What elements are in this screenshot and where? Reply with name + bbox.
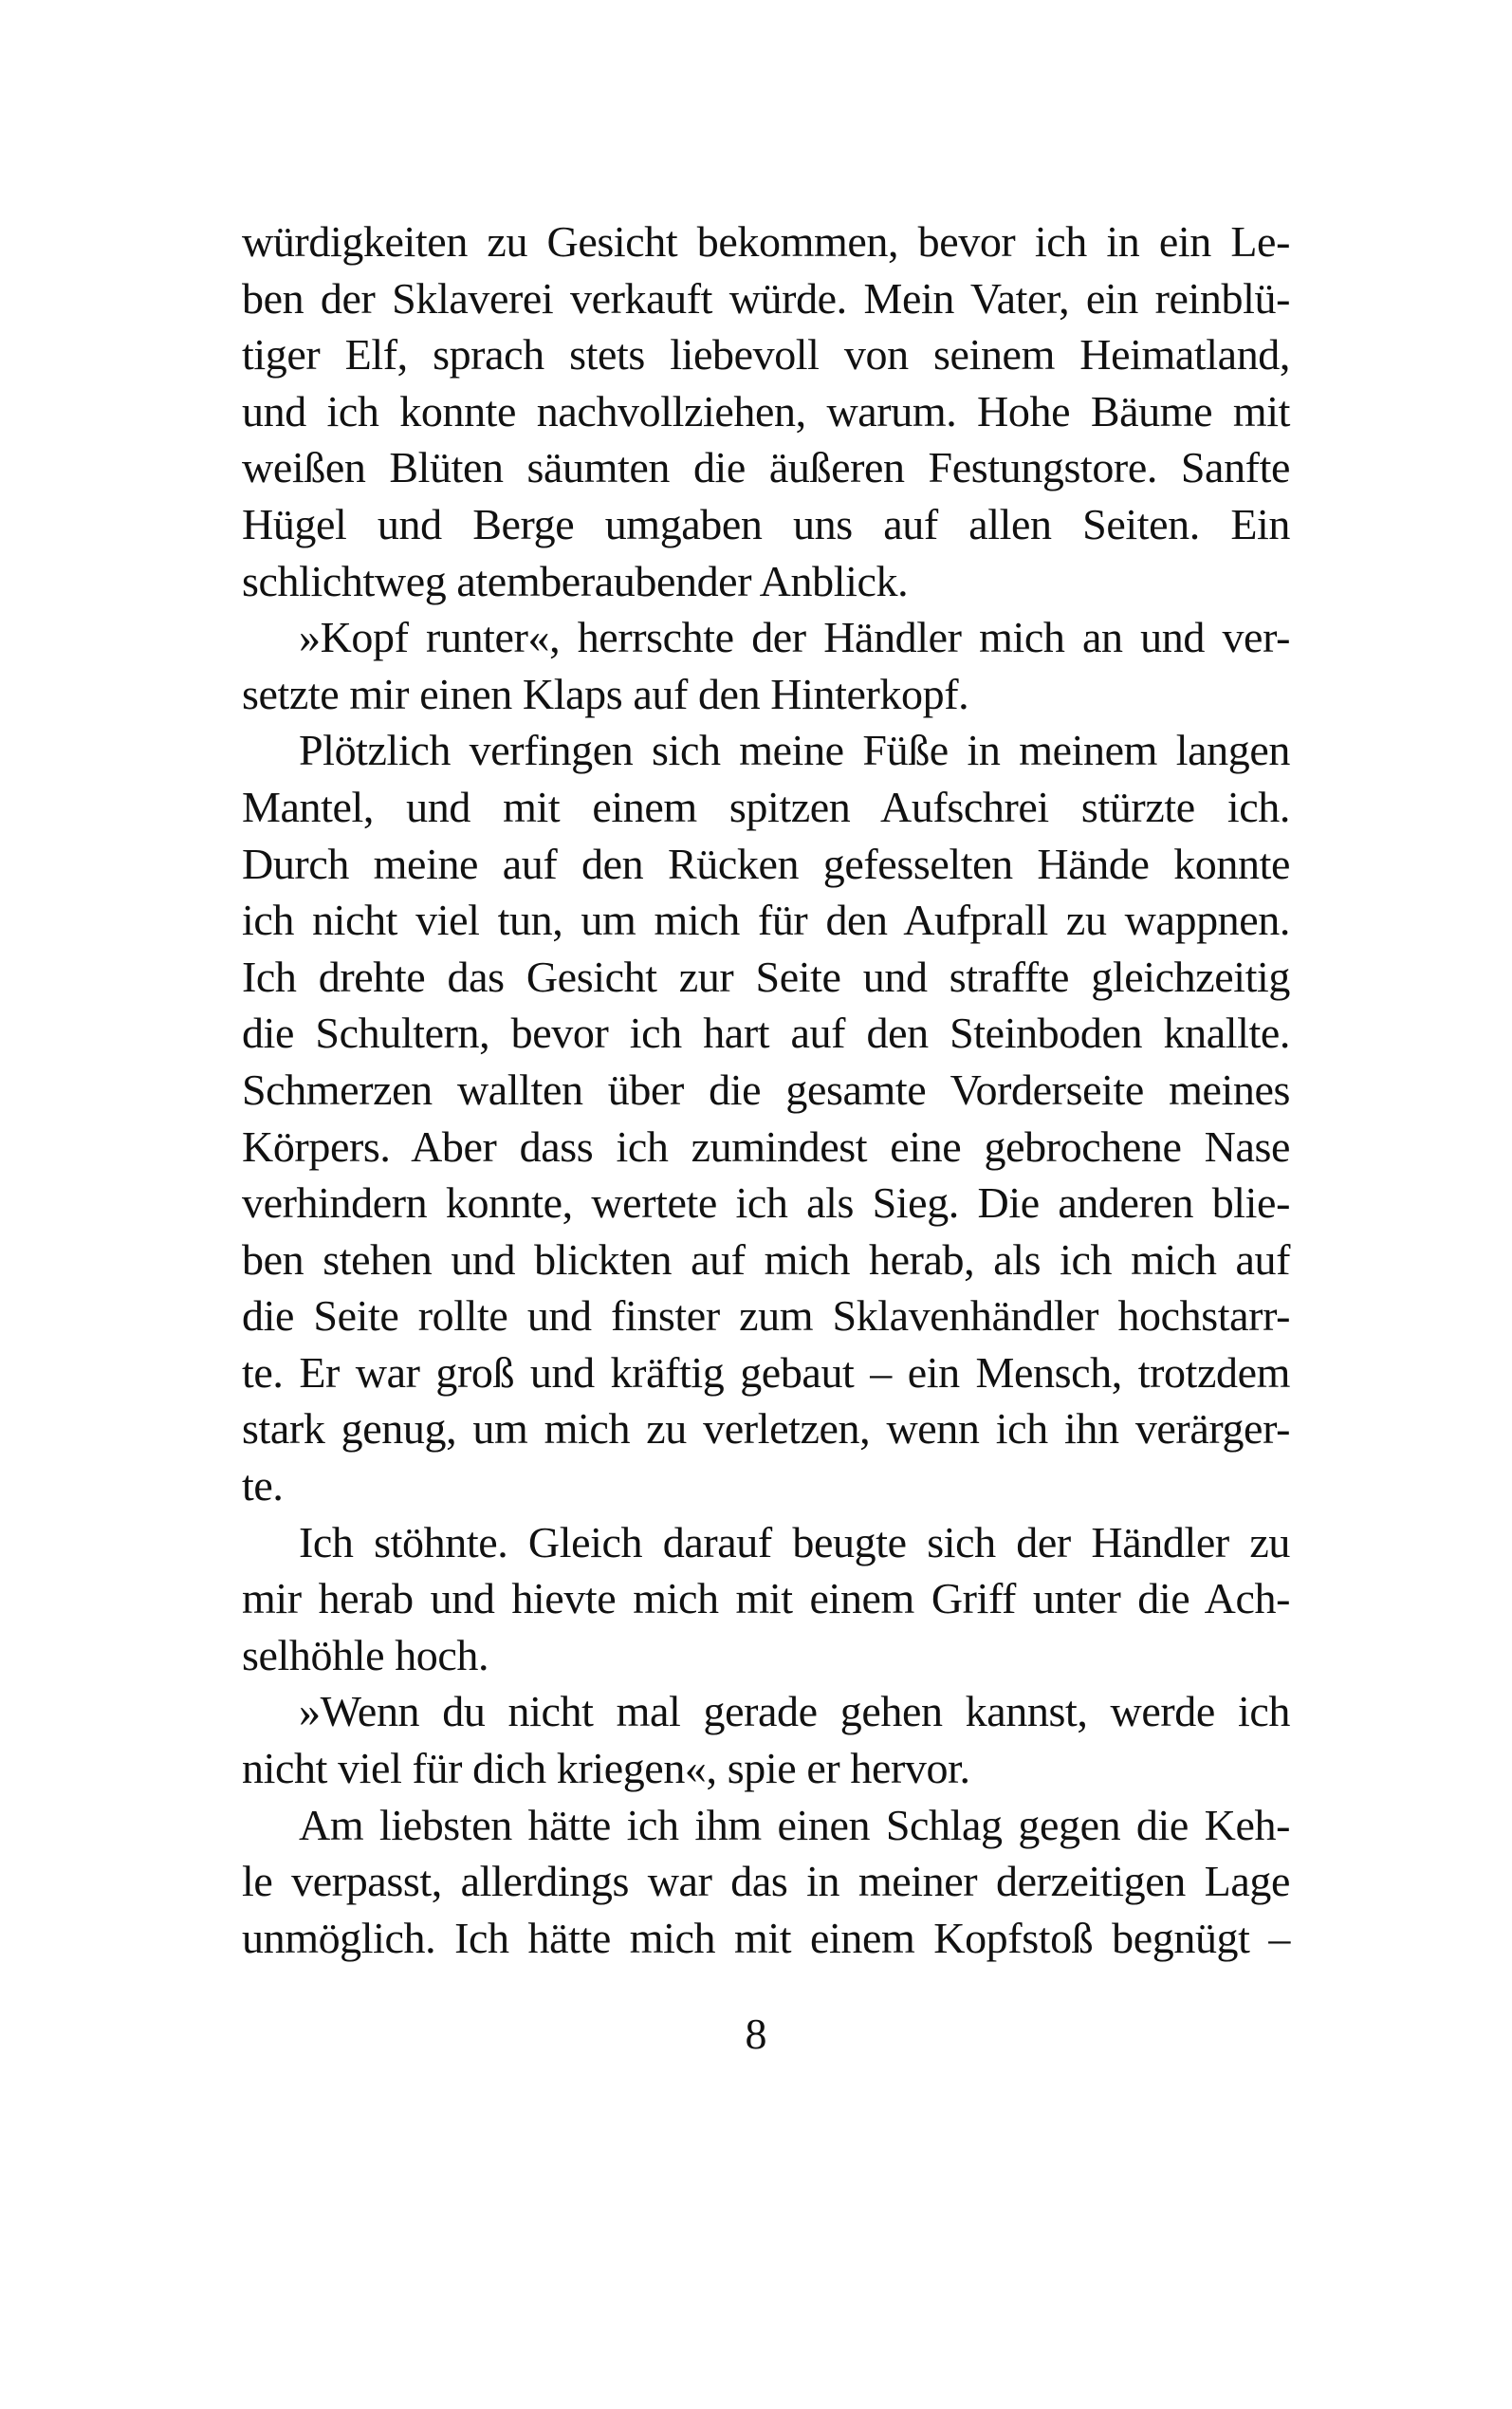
- text-line: würdigkeiten zu Gesicht bekommen, bevor ich in ein Le-: [242, 217, 1290, 266]
- text-line: Durch meine auf den Rücken gefesselten Hände konnte: [242, 839, 1290, 888]
- text-line: Mantel, und mit einem spitzen Aufschrei stürzte ich.: [242, 782, 1290, 831]
- text-line: Ich drehte das Gesicht zur Seite und straffte gleichzeitig: [242, 952, 1290, 1001]
- text-line: weißen Blüten säumten die äußeren Festungstore. Sanfte: [242, 443, 1290, 492]
- text-line: und ich konnte nachvollziehen, warum. Hohe Bäume mit: [242, 386, 1290, 435]
- text-line: die Seite rollte und finster zum Sklavenhändler hochstarr-: [242, 1291, 1290, 1341]
- text-line: Plötzlich verfingen sich meine Füße in meinem langen: [299, 726, 1290, 775]
- text-line: Hügel und Berge umgaben uns auf allen Seiten. Ein: [242, 499, 1290, 548]
- text-line: Am liebsten hätte ich ihm einen Schlag gegen die Keh-: [299, 1800, 1290, 1849]
- text-line: Körpers. Aber dass ich zumindest eine gebrochene Nase: [242, 1121, 1290, 1171]
- text-line: Schmerzen wallten über die gesamte Vorderseite meines: [242, 1065, 1290, 1114]
- text-line: ben der Sklaverei verkauft würde. Mein Vater, ein reinblü-: [242, 273, 1290, 323]
- text-line: »Wenn du nicht mal gerade gehen kannst, werde ich: [299, 1687, 1290, 1736]
- text-line: selhöhle hoch.: [242, 1630, 489, 1679]
- text-line: te. Er war groß und kräftig gebaut – ein Mensch, trotzdem: [242, 1347, 1290, 1397]
- body-text: [242, 213, 1290, 1966]
- text-line: stark genug, um mich zu verletzen, wenn ich ihn verärger-: [242, 1404, 1290, 1454]
- text-line: tiger Elf, sprach stets liebevoll von seinem Heimatland,: [242, 330, 1290, 380]
- page-number: 8: [745, 2010, 767, 2058]
- text-line: die Schultern, bevor ich hart auf den Steinboden knallte.: [242, 1009, 1290, 1058]
- text-line: Ich stöhnte. Gleich darauf beugte sich der Händler zu: [299, 1517, 1290, 1566]
- text-line: unmöglich. Ich hätte mich mit einem Kopfstoß begnügt –: [242, 1913, 1290, 1962]
- text-line: ich nicht viel tun, um mich für den Aufprall zu wappnen.: [242, 896, 1290, 945]
- text-line: le verpasst, allerdings war das in meiner derzeitigen Lage: [242, 1857, 1290, 1906]
- text-line: nicht viel für dich kriegen«, spie er hervor.: [242, 1744, 970, 1793]
- text-line: verhindern konnte, wertete ich als Sieg. Die anderen blie-: [242, 1178, 1290, 1228]
- text-line: »Kopf runter«, herrschte der Händler mich an und ver-: [299, 613, 1290, 662]
- text-line: schlichtweg atemberaubender Anblick.: [242, 556, 909, 605]
- text-line: setzte mir einen Klaps auf den Hinterkopf.: [242, 669, 969, 718]
- text-line: ben stehen und blickten auf mich herab, als ich mich auf: [242, 1234, 1290, 1284]
- text-line: te.: [242, 1461, 284, 1510]
- text-line: mir herab und hievte mich mit einem Griff unter die Ach-: [242, 1574, 1290, 1623]
